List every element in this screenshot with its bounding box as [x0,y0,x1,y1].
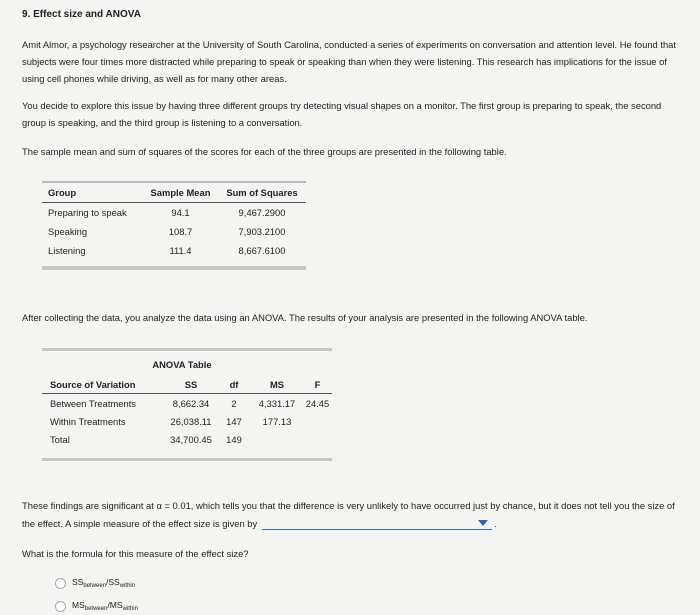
table-row [42,394,332,413]
table-cell: 4,331.17 [258,397,296,409]
column-header: F [303,375,332,394]
table-cell [303,430,332,448]
setup-paragraph: You decide to explore this issue by having three different groups try detecting visual shapes on a monitor. The first group is preparing to speak, the second group is speaking, and the third group is listening to a conversation. [22,100,662,128]
option-label [72,600,138,612]
effect-size-dropdown[interactable] [262,517,492,530]
table-cell: Preparing to speak [48,207,127,218]
answer-option[interactable] [55,598,138,614]
group-stats-table [42,181,306,270]
column-header: df [217,375,251,394]
table-rule [42,266,306,270]
option-sep: /SS [106,577,120,587]
option-sep: /MS [107,600,123,610]
table-cell: Total [50,433,70,445]
table-cell: 177.13 [262,415,292,427]
intro-paragraph: Amit Almor, a psychology researcher at the University of South Carolina, conducted a series of experiments on conversation and attention level. He found that subjects were four times more distracted while preparing to speak or speaking than when they were listening. This research has implications for the issue of using cell phones while driving, as well as for many other areas. [22,39,677,84]
table-row [42,203,306,222]
table-row [42,241,306,260]
answer-option[interactable] [55,575,135,591]
table-cell: Speaking [48,226,88,237]
column-header: SS [165,375,217,394]
table-cell: 34,700.45 [170,433,212,445]
table-header-row [42,375,332,394]
question-title: 9. Effect size and ANOVA [22,9,141,20]
table-row [42,222,306,241]
option-sub: within [119,583,136,589]
anova-table [42,348,332,461]
table-cell: 149 [226,433,242,445]
table-cell [303,412,332,430]
table-cell: 111.4 [169,245,192,256]
anova-intro-paragraph: After collecting the data, you analyze the data using an ANOVA. The results of your analysis are presented in the following ANOVA table. [22,312,588,323]
option-label [72,577,135,589]
table-cell: Listening [48,245,86,256]
table-cell: Within Treatments [50,415,126,427]
table-rule [42,458,332,461]
caret-down-icon[interactable] [478,520,488,526]
table-cell: 147 [226,415,242,427]
column-header: Source of Variation [42,375,165,394]
radio-button[interactable] [55,578,66,589]
radio-button[interactable] [55,601,66,612]
significance-text: These findings are significant at α = 0.01, which tells you that the difference is very unlikely to have occurred just by chance, but it does not tell you the size of the effect. A simple measure of the effect size is given by [22,500,675,529]
table-cell: 94.1 [171,207,190,218]
table-cell: 24.45 [305,397,330,409]
column-header: Group [48,187,77,198]
formula-question: What is the formula for this measure of the effect size? [22,548,249,559]
table-row [42,430,332,448]
option-main: SS [72,577,84,587]
table-cell: 108.7 [168,226,193,237]
table-cell: 2 [231,397,237,409]
table-cell [251,430,303,448]
significance-paragraph [22,497,682,532]
option-sub: between [83,583,107,589]
table-cell: 8,662.34 [172,397,210,409]
column-header: MS [251,375,303,394]
table-intro-paragraph: The sample mean and sum of squares of the scores for each of the three groups are presented in the following table. [22,146,507,157]
sentence-end: . [494,518,498,529]
table-cell: 8,667.6100 [238,245,286,256]
table-cell: 26,038.11 [170,415,212,427]
table-header-row [42,183,306,202]
option-main: MS [72,600,85,610]
column-header: Sample Mean [150,187,211,198]
table-row [42,412,332,430]
table-cell: Between Treatments [50,397,136,409]
option-sub: between [84,606,108,612]
option-sub: within [122,606,138,612]
table-cell: 7,903.2100 [238,226,286,237]
table-rule [42,348,332,351]
table-cell: 9,467.2900 [238,207,286,218]
anova-table-title: ANOVA Table [152,359,212,370]
column-header: Sum of Squares [226,187,298,198]
